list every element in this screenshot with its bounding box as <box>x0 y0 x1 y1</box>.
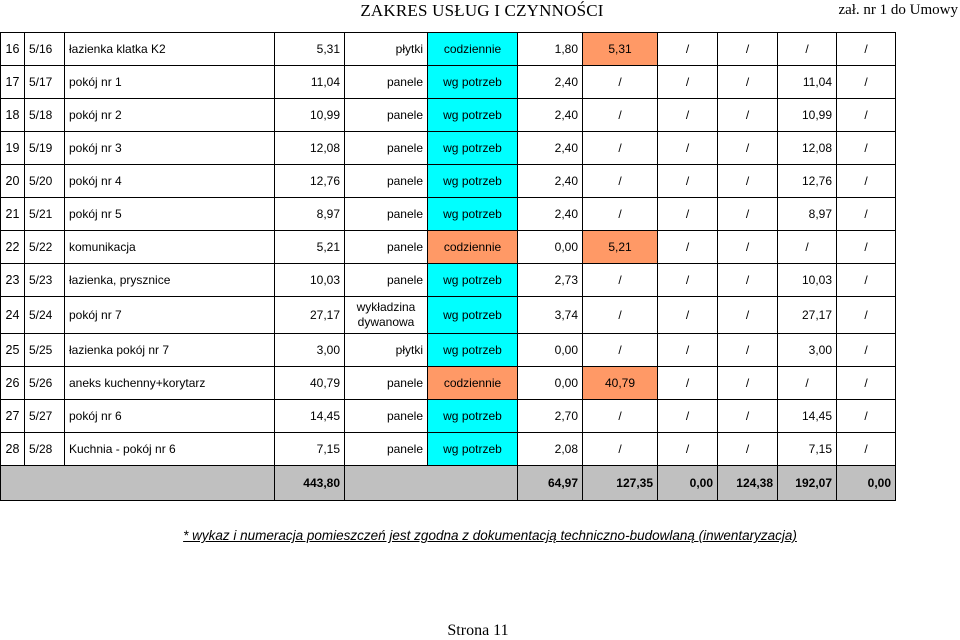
total-d4-cell: 192,07 <box>778 466 837 501</box>
col-d2-cell: / <box>658 334 718 367</box>
value-cell: 3,74 <box>518 297 583 334</box>
col-d2-cell: / <box>658 198 718 231</box>
area-cell: 5,31 <box>275 33 345 66</box>
as-needed-area-cell: / <box>778 33 837 66</box>
daily-area-cell: 5,21 <box>583 231 658 264</box>
frequency-cell: wg potrzeb <box>428 198 518 231</box>
area-cell: 5,21 <box>275 231 345 264</box>
frequency-cell: wg potrzeb <box>428 132 518 165</box>
totals-blank-cell <box>1 466 275 501</box>
as-needed-area-cell: 7,15 <box>778 433 837 466</box>
daily-area-cell: / <box>583 433 658 466</box>
total-value-cell: 64,97 <box>518 466 583 501</box>
room-code-cell: 5/21 <box>25 198 65 231</box>
col-d5-cell: / <box>837 99 896 132</box>
col-d3-cell: / <box>718 231 778 264</box>
as-needed-area-cell: 12,76 <box>778 165 837 198</box>
material-cell: wykładzina dywanowa <box>345 297 428 334</box>
frequency-cell: codziennie <box>428 33 518 66</box>
room-name-cell: pokój nr 4 <box>65 165 275 198</box>
value-cell: 0,00 <box>518 231 583 264</box>
room-code-cell: 5/24 <box>25 297 65 334</box>
area-cell: 3,00 <box>275 334 345 367</box>
frequency-cell: wg potrzeb <box>428 99 518 132</box>
col-d2-cell: / <box>658 165 718 198</box>
row-number-cell: 18 <box>1 99 25 132</box>
material-cell: panele <box>345 132 428 165</box>
table-row <box>1 264 896 297</box>
room-name-cell: pokój nr 1 <box>65 66 275 99</box>
col-d5-cell: / <box>837 264 896 297</box>
col-d3-cell: / <box>718 198 778 231</box>
total-d1-cell: 127,35 <box>583 466 658 501</box>
row-number-cell: 22 <box>1 231 25 264</box>
room-code-cell: 5/20 <box>25 165 65 198</box>
col-d2-cell: / <box>658 297 718 334</box>
col-d5-cell: / <box>837 433 896 466</box>
room-name-cell: aneks kuchenny+korytarz <box>65 367 275 400</box>
room-name-cell: pokój nr 2 <box>65 99 275 132</box>
row-number-cell: 27 <box>1 400 25 433</box>
room-code-cell: 5/25 <box>25 334 65 367</box>
room-code-cell: 5/27 <box>25 400 65 433</box>
frequency-cell: wg potrzeb <box>428 165 518 198</box>
value-cell: 2,40 <box>518 99 583 132</box>
daily-area-cell: 40,79 <box>583 367 658 400</box>
as-needed-area-cell: / <box>778 367 837 400</box>
col-d3-cell: / <box>718 433 778 466</box>
value-cell: 2,40 <box>518 165 583 198</box>
frequency-cell: wg potrzeb <box>428 334 518 367</box>
table-row <box>1 334 896 367</box>
material-cell: płytki <box>345 334 428 367</box>
frequency-cell: wg potrzeb <box>428 66 518 99</box>
area-cell: 7,15 <box>275 433 345 466</box>
table-row <box>1 99 896 132</box>
col-d3-cell: / <box>718 33 778 66</box>
row-number-cell: 28 <box>1 433 25 466</box>
col-d5-cell: / <box>837 367 896 400</box>
room-name-cell: pokój nr 7 <box>65 297 275 334</box>
page-number: Strona 11 <box>447 622 509 639</box>
value-cell: 1,80 <box>518 33 583 66</box>
area-cell: 8,97 <box>275 198 345 231</box>
col-d3-cell: / <box>718 66 778 99</box>
total-d3-cell: 124,38 <box>718 466 778 501</box>
daily-area-cell: / <box>583 198 658 231</box>
area-cell: 11,04 <box>275 66 345 99</box>
table-body <box>1 33 896 501</box>
totals-spacer-cell <box>345 466 518 501</box>
material-cell: panele <box>345 99 428 132</box>
value-cell: 2,73 <box>518 264 583 297</box>
area-cell: 12,08 <box>275 132 345 165</box>
services-table <box>0 32 896 501</box>
daily-area-cell: / <box>583 297 658 334</box>
room-code-cell: 5/19 <box>25 132 65 165</box>
area-cell: 10,99 <box>275 99 345 132</box>
row-number-cell: 16 <box>1 33 25 66</box>
frequency-cell: wg potrzeb <box>428 264 518 297</box>
total-area-cell: 443,80 <box>275 466 345 501</box>
room-name-cell: pokój nr 6 <box>65 400 275 433</box>
room-name-cell: pokój nr 5 <box>65 198 275 231</box>
area-cell: 14,45 <box>275 400 345 433</box>
row-number-cell: 23 <box>1 264 25 297</box>
value-cell: 2,08 <box>518 433 583 466</box>
frequency-cell: wg potrzeb <box>428 400 518 433</box>
as-needed-area-cell: 3,00 <box>778 334 837 367</box>
col-d5-cell: / <box>837 297 896 334</box>
area-cell: 40,79 <box>275 367 345 400</box>
material-cell: panele <box>345 165 428 198</box>
document-title-text: ZAKRES USŁUG I CZYNNOŚCI <box>360 1 604 20</box>
area-cell: 12,76 <box>275 165 345 198</box>
total-d2-cell: 0,00 <box>658 466 718 501</box>
table-row <box>1 400 896 433</box>
col-d3-cell: / <box>718 165 778 198</box>
value-cell: 2,40 <box>518 66 583 99</box>
material-cell: panele <box>345 66 428 99</box>
table-row <box>1 165 896 198</box>
col-d5-cell: / <box>837 132 896 165</box>
daily-area-cell: / <box>583 66 658 99</box>
daily-area-cell: / <box>583 165 658 198</box>
room-code-cell: 5/17 <box>25 66 65 99</box>
col-d3-cell: / <box>718 367 778 400</box>
attachment-label: zał. nr 1 do Umowy <box>838 2 958 18</box>
room-code-cell: 5/16 <box>25 33 65 66</box>
col-d2-cell: / <box>658 66 718 99</box>
daily-area-cell: / <box>583 99 658 132</box>
table-row <box>1 231 896 264</box>
room-name-cell: komunikacja <box>65 231 275 264</box>
col-d2-cell: / <box>658 367 718 400</box>
col-d3-cell: / <box>718 99 778 132</box>
col-d2-cell: / <box>658 231 718 264</box>
table-row <box>1 198 896 231</box>
material-cell: płytki <box>345 33 428 66</box>
room-code-cell: 5/18 <box>25 99 65 132</box>
frequency-cell: codziennie <box>428 367 518 400</box>
col-d5-cell: / <box>837 231 896 264</box>
document-title <box>0 1 960 21</box>
col-d5-cell: / <box>837 66 896 99</box>
col-d2-cell: / <box>658 99 718 132</box>
as-needed-area-cell: 14,45 <box>778 400 837 433</box>
material-cell: panele <box>345 367 428 400</box>
value-cell: 0,00 <box>518 334 583 367</box>
value-cell: 0,00 <box>518 367 583 400</box>
room-code-cell: 5/22 <box>25 231 65 264</box>
daily-area-cell: 5,31 <box>583 33 658 66</box>
daily-area-cell: / <box>583 400 658 433</box>
total-d5-cell: 0,00 <box>837 466 896 501</box>
table-row <box>1 433 896 466</box>
col-d2-cell: / <box>658 132 718 165</box>
daily-area-cell: / <box>583 264 658 297</box>
col-d3-cell: / <box>718 400 778 433</box>
frequency-cell: wg potrzeb <box>428 433 518 466</box>
col-d5-cell: / <box>837 165 896 198</box>
col-d2-cell: / <box>658 400 718 433</box>
as-needed-area-cell: / <box>778 231 837 264</box>
footnote: * wykaz i numeracja pomieszczeń jest zgodna z dokumentacją techniczno-budowlaną (inwentaryzacja) <box>183 528 797 543</box>
table-row <box>1 132 896 165</box>
material-cell: panele <box>345 400 428 433</box>
room-name-cell: pokój nr 3 <box>65 132 275 165</box>
room-name-cell: łazienka pokój nr 7 <box>65 334 275 367</box>
row-number-cell: 17 <box>1 66 25 99</box>
room-name-cell: łazienka klatka K2 <box>65 33 275 66</box>
material-cell: panele <box>345 231 428 264</box>
material-cell: panele <box>345 433 428 466</box>
row-number-cell: 25 <box>1 334 25 367</box>
value-cell: 2,40 <box>518 198 583 231</box>
row-number-cell: 26 <box>1 367 25 400</box>
row-number-cell: 21 <box>1 198 25 231</box>
daily-area-cell: / <box>583 334 658 367</box>
row-number-cell: 24 <box>1 297 25 334</box>
totals-row <box>1 466 896 501</box>
table-row <box>1 66 896 99</box>
as-needed-area-cell: 27,17 <box>778 297 837 334</box>
col-d2-cell: / <box>658 33 718 66</box>
table-row <box>1 33 896 66</box>
col-d3-cell: / <box>718 334 778 367</box>
material-cell: panele <box>345 264 428 297</box>
as-needed-area-cell: 12,08 <box>778 132 837 165</box>
frequency-cell: codziennie <box>428 231 518 264</box>
col-d5-cell: / <box>837 198 896 231</box>
frequency-cell: wg potrzeb <box>428 297 518 334</box>
room-code-cell: 5/23 <box>25 264 65 297</box>
table-row <box>1 367 896 400</box>
col-d3-cell: / <box>718 132 778 165</box>
col-d2-cell: / <box>658 433 718 466</box>
as-needed-area-cell: 10,03 <box>778 264 837 297</box>
value-cell: 2,70 <box>518 400 583 433</box>
value-cell: 2,40 <box>518 132 583 165</box>
area-cell: 27,17 <box>275 297 345 334</box>
col-d5-cell: / <box>837 400 896 433</box>
room-code-cell: 5/28 <box>25 433 65 466</box>
area-cell: 10,03 <box>275 264 345 297</box>
material-cell: panele <box>345 198 428 231</box>
col-d3-cell: / <box>718 264 778 297</box>
col-d5-cell: / <box>837 334 896 367</box>
col-d5-cell: / <box>837 33 896 66</box>
as-needed-area-cell: 8,97 <box>778 198 837 231</box>
room-name-cell: łazienka, prysznice <box>65 264 275 297</box>
room-name-cell: Kuchnia - pokój nr 6 <box>65 433 275 466</box>
as-needed-area-cell: 11,04 <box>778 66 837 99</box>
row-number-cell: 19 <box>1 132 25 165</box>
daily-area-cell: / <box>583 132 658 165</box>
as-needed-area-cell: 10,99 <box>778 99 837 132</box>
col-d3-cell: / <box>718 297 778 334</box>
row-number-cell: 20 <box>1 165 25 198</box>
table-row <box>1 297 896 334</box>
col-d2-cell: / <box>658 264 718 297</box>
room-code-cell: 5/26 <box>25 367 65 400</box>
